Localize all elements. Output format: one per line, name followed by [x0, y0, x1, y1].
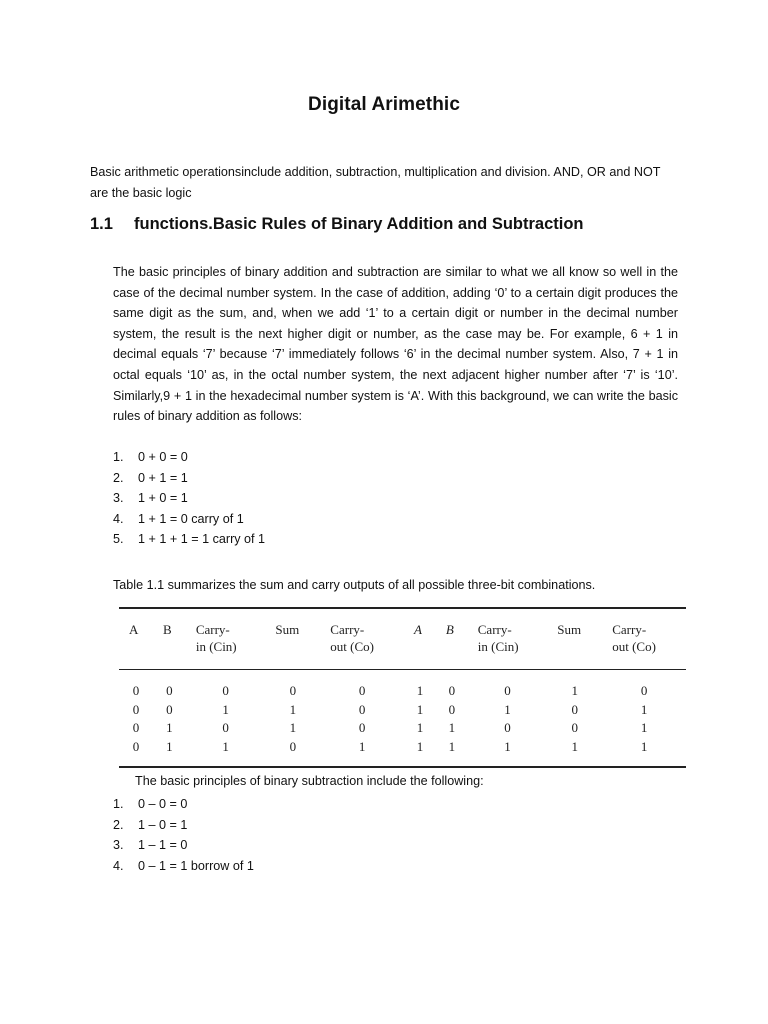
table-cell: 1 — [504, 738, 511, 754]
table-cell: 1 — [358, 738, 366, 754]
addition-rule-item-text: 0 + 1 = 1 — [138, 470, 188, 485]
table-cell: 1 — [448, 738, 456, 754]
subtraction-rule-item-number: 4. — [113, 858, 124, 873]
table-cell: 1 — [416, 738, 424, 754]
subtraction-rule-item — [113, 856, 254, 877]
table-header-cell: B — [162, 622, 172, 637]
table-cell: 1 — [448, 720, 456, 735]
table-body — [119, 670, 686, 768]
table-cell: 1 — [416, 720, 424, 735]
table-cell: 1 — [571, 738, 578, 754]
addition-rule-item-number: 1. — [113, 450, 124, 464]
table-row — [119, 701, 686, 720]
subtraction-rule-item-number: 3. — [113, 838, 124, 853]
subtraction-rule-item — [113, 835, 254, 856]
table-header-cell: Carry- in (Cin) — [195, 622, 237, 654]
table-cell: 1 — [571, 683, 578, 698]
table-cell: 1 — [416, 683, 424, 698]
truth-table — [119, 607, 686, 768]
addition-rule-item-text: 0 + 0 = 0 — [138, 450, 188, 464]
table-cell: 0 — [132, 683, 140, 698]
table-cell: 1 — [416, 701, 424, 717]
table-cell: 1 — [222, 701, 229, 717]
table-cell: 0 — [222, 720, 229, 735]
table-header-cell: Sum — [557, 622, 582, 637]
table-cell: 1 — [640, 720, 648, 735]
section-title: functions.Basic Rules of Binary Addition and Subtraction — [134, 215, 584, 233]
table-cell: 0 — [132, 738, 140, 754]
table-header-cell: A — [414, 622, 422, 637]
table-cell: 0 — [358, 683, 366, 698]
table-header-cell: Sum — [275, 622, 300, 637]
table-cell: 0 — [358, 720, 366, 735]
section-heading — [90, 215, 710, 234]
addition-rule-item — [113, 447, 265, 468]
table-cell: 1 — [289, 701, 297, 717]
addition-rules-list — [113, 447, 265, 550]
table-header-row — [119, 608, 686, 670]
addition-rule-item — [113, 529, 265, 550]
table-cell: 0 — [448, 701, 456, 717]
table-cell: 0 — [289, 738, 297, 754]
table-cell: 0 — [132, 720, 140, 735]
table-cell: 1 — [640, 701, 648, 717]
subtraction-rule-item-text: 0 – 0 = 0 — [138, 797, 188, 811]
table-row — [119, 719, 686, 738]
table-cell: 1 — [222, 738, 229, 754]
addition-rule-item — [113, 509, 265, 530]
subtraction-rules-list — [113, 794, 254, 876]
table-cell: 1 — [166, 720, 173, 735]
subtraction-rule-item-text: 0 – 1 = 1 borrow of 1 — [138, 858, 254, 873]
table-cell: 0 — [222, 683, 229, 698]
table-row — [119, 738, 686, 768]
table-row — [119, 670, 686, 701]
table-cell: 0 — [132, 701, 140, 717]
addition-rule-item — [113, 468, 265, 489]
subtraction-rule-item — [113, 815, 254, 836]
subtraction-rule-item-number: 2. — [113, 817, 124, 832]
table-cell: 0 — [358, 701, 366, 717]
addition-rule-item-number: 3. — [113, 491, 124, 506]
table-header-cell: A — [129, 622, 139, 637]
table-header-cell: Carry- out (Co) — [612, 622, 656, 654]
table-cell: 1 — [166, 738, 173, 754]
table-cell: 0 — [448, 683, 456, 698]
table-cell: 1 — [504, 701, 511, 717]
table-cell: 0 — [571, 720, 578, 735]
table-cell: 0 — [504, 720, 511, 735]
table-cell: 0 — [640, 683, 648, 698]
intro-paragraph: Basic arithmetic operationsinclude addition, subtraction, multiplication and division. AND, OR and NOT are the basic logic — [90, 165, 661, 200]
addition-rule-item-text: 1 + 0 = 1 — [138, 491, 188, 506]
addition-rule-item-text: 1 + 1 + 1 = 1 carry of 1 — [138, 532, 266, 547]
table-cell: 0 — [289, 683, 297, 698]
document-title: Digital Arimethic — [308, 94, 460, 115]
table-caption: Table 1.1 summarizes the sum and carry outputs of all possible three-bit combinations. — [113, 578, 596, 592]
table-cell: 1 — [289, 720, 297, 735]
subtraction-intro: The basic principles of binary subtraction include the following: — [135, 774, 484, 788]
addition-rule-item-number: 5. — [113, 532, 124, 547]
table-cell: 0 — [166, 683, 173, 698]
subtraction-rule-item-text: 1 – 1 = 0 — [138, 838, 188, 853]
section-number: 1.1 — [90, 215, 113, 233]
table-cell: 0 — [504, 683, 511, 698]
table-cell: 1 — [640, 738, 648, 754]
subtraction-rule-item-text: 1 – 0 = 1 — [138, 817, 188, 832]
body-paragraph: The basic principles of binary addition and subtraction are similar to what we all know so well in the case of the decimal number system. In the case of addition, adding ‘0’ to a certain digit produces the same digit as the sum, and, when we add ‘1’ to a certain digit or number in the decimal number system, the result is the next higher digit or number, as the case may be. For example, 6 + 1 in decimal equals ‘7’ because ‘7’ immediately follows ‘6’ in the decimal number system. Also, 7 + 1 in octal equals ‘10’ as, in the octal number system, the next adjacent higher number after ‘7’ is ‘10’. Similarly,9 + 1 in the hexadecimal number system is ‘A’. With this background, we can write the basic rules of binary addition as follows: — [113, 265, 678, 424]
addition-rule-item — [113, 488, 265, 509]
table-header-cell: Carry- out (Co) — [330, 622, 374, 654]
addition-rule-item-number: 4. — [113, 511, 124, 526]
table-header-cell: B — [445, 622, 454, 637]
table-cell: 0 — [571, 701, 578, 717]
subtraction-rule-item-number: 1. — [113, 797, 124, 811]
table-header-cell: Carry- in (Cin) — [477, 622, 519, 654]
table-cell: 0 — [166, 701, 173, 717]
addition-rule-item-text: 1 + 1 = 0 carry of 1 — [138, 511, 244, 526]
addition-rule-item-number: 2. — [113, 470, 124, 485]
subtraction-rule-item — [113, 794, 254, 815]
